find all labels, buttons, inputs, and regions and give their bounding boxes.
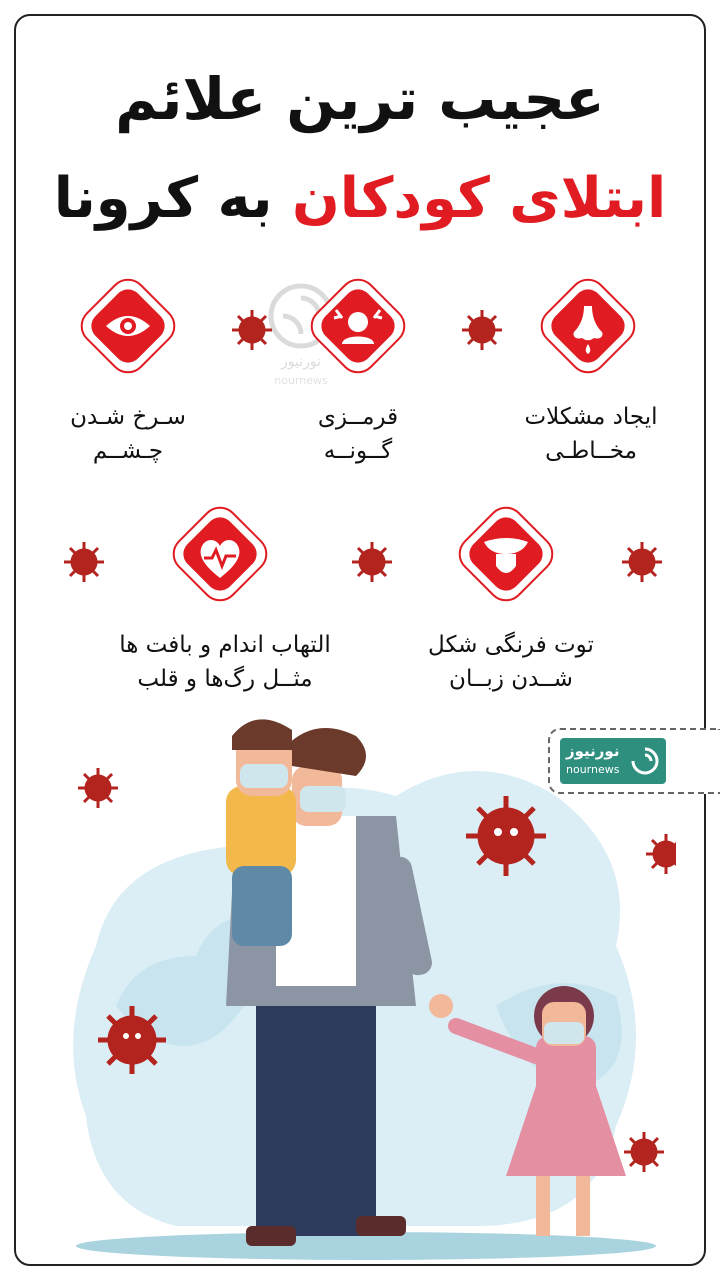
brand-latin: nournews <box>566 763 620 776</box>
boy-figure <box>226 719 296 946</box>
virus-icon <box>624 1132 664 1172</box>
virus-icon <box>620 540 664 584</box>
virus-icon <box>98 1006 166 1074</box>
symptom-label: سـرخ شـدن چـشــم <box>70 404 186 464</box>
symptom-label: توت فرنگی شکل شــدن زبــان <box>428 632 594 692</box>
heart-badge <box>160 494 280 614</box>
tongue-badge <box>446 494 566 614</box>
eye-badge <box>68 266 188 386</box>
brand-tab <box>548 728 720 794</box>
watermark-name: نورنیوز <box>280 354 321 370</box>
symptom-label: قرمــزی گــونــه <box>317 404 399 464</box>
virus-icon <box>646 834 676 874</box>
virus-icon <box>230 308 274 352</box>
virus-icon <box>460 308 504 352</box>
subtitle-highlight: ابتلای کودکان <box>292 166 667 231</box>
brand-swirl-icon <box>630 746 660 776</box>
subtitle-rest: به کرونا <box>53 166 273 231</box>
brand-name: نورنیوز <box>566 742 620 760</box>
symptom-label: التهاب اندام و بافت ها مثــل رگ‌ها و قلب <box>119 632 331 692</box>
virus-icon <box>466 796 546 876</box>
symptom-label: ایجاد مشکلات مخــاطـی <box>524 404 658 464</box>
page-subtitle <box>16 156 704 242</box>
watermark-latin: nournews <box>274 374 328 387</box>
brand-logo <box>560 738 666 784</box>
nose-badge <box>528 266 648 386</box>
page-title: عجیب ترین علائم <box>115 65 605 133</box>
cheeks-badge <box>298 266 418 386</box>
virus-icon <box>62 540 106 584</box>
virus-icon <box>350 540 394 584</box>
poster-frame <box>14 14 706 1266</box>
virus-icon <box>78 768 118 808</box>
